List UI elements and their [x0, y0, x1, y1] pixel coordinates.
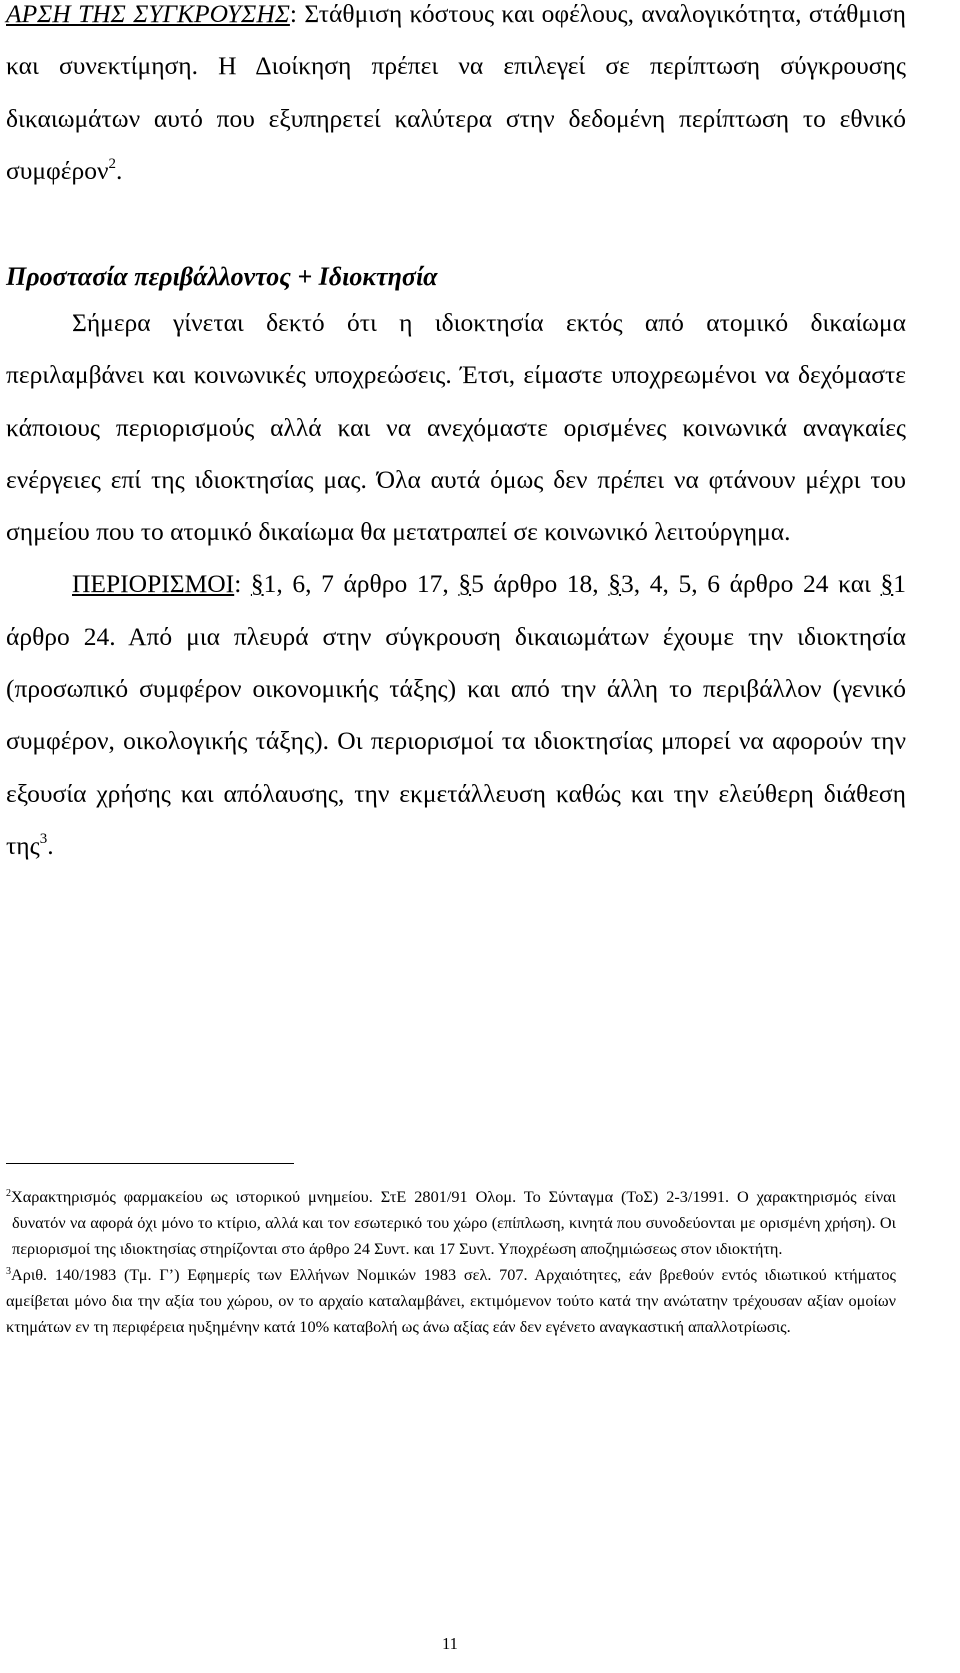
footnote-number: 2 — [6, 1188, 11, 1199]
paragraph-1-end: . — [115, 155, 123, 185]
body-paragraphs — [6, 297, 906, 872]
footnote-3 — [6, 1262, 896, 1340]
footnotes — [6, 1184, 896, 1341]
footnote-text: Αριθ. 140/1983 (Τμ. Γ’) Εφημερίς των Ελλήνων Νομικών 1983 σελ. 707. Αρχαιότητες, εάν βρεθούν εντός ιδιωτικού κτήματος αμείβεται μόνο δια την αξία του χώρου, ον το αρχαίο καταλαμβάνει, εκτιμόμενον τούτο κατά την ανώτατην τρέχουσαν αξίαν ομοίων κτημάτων εν τη περιφέρεια ηυξημένην κατά 10% καταβολή ως άνω αξίας εάν δεν εγένετο αναγκαστική απαλλοτρίωσις. — [6, 1265, 896, 1337]
footnote-ref-2: 2 — [108, 155, 116, 172]
footnote-divider — [6, 1163, 294, 1164]
restrictions-colon: : — [234, 569, 242, 599]
section-sign: § — [458, 569, 472, 599]
restriction-ref-4: 1 άρθρο 24. — [6, 569, 907, 651]
page-number: 11 — [442, 1634, 458, 1653]
footnote-ref-3: 3 — [39, 830, 48, 847]
conflict-resolution-label: ΑΡΣΗ ΤΗΣ ΣΥΓΚΡΟΥΣΗΣ — [6, 0, 290, 28]
paragraph-3-end: . — [47, 830, 54, 860]
restriction-ref-3: 3, 4, 5, 6 άρθρο 24 και — [621, 569, 871, 599]
section-heading: Προστασία περιβάλλοντος + Ιδιοκτησία — [6, 262, 438, 291]
restrictions-label: ΠΕΡΙΟΡΙΣΜΟΙ — [72, 569, 235, 599]
paragraph-3-text: Από μια πλευρά στην σύγκρουση δικαιωμάτων έχουμε την ιδιοκτησία (προσωπικό συμφέρον οικονομικής τάξης) και από την άλλη το περιβάλλον (γενικό συμφέρον, οικολογικής τάξης). Οι περιορισμοί τα ιδιοκτησίας μπορεί να αφορούν την εξουσία χρήσης και απόλαυσης, την εκμετάλλευση καθώς και την ελεύθερη διάθεση της — [6, 621, 907, 860]
paragraph-1-text: Στάθμιση κόστους και οφέλους, αναλογικότητα, στάθμιση και συνεκτίμηση. Η Διοίκηση πρέπει να επιλεγεί σε περίπτωση σύγκρουσης δικαιωμάτων αυτό που εξυπηρετεί καλύτερα στην δεδομένη περίπτωση το εθνικό συμφέρον — [6, 0, 907, 185]
footnote-number: 3 — [6, 1266, 11, 1278]
paragraph-conflict-resolution — [6, 0, 906, 197]
restriction-ref-2: 5 άρθρο 18, — [471, 569, 599, 599]
footnote-2 — [6, 1184, 896, 1262]
section-sign: § — [608, 569, 622, 599]
paragraph-2-text: Σήμερα γίνεται δεκτό ότι η ιδιοκτησία εκτός από ατομικό δικαίωμα περιλαμβάνει και κοινωνικές υποχρεώσεις. Έτσι, είμαστε υποχρεωμένοι να δεχόμαστε κάποιους περιορισμούς αλλά και να ανεχόμαστε ορισμένες κοινωνικά αναγκαίες ενέργειες επί της ιδιοκτησίας μας. Όλα αυτά όμως δεν πρέπει να φτάνουν μέχρι του σημείου που το ατομικό δικαίωμα θα μετατραπεί σε κοινωνικό λειτούργημα. — [6, 308, 906, 547]
conflict-resolution-colon: : — [289, 0, 297, 28]
footnote-text: Χαρακτηρισμός φαρμακείου ως ιστορικού μνημείου. ΣτΕ 2801/91 Ολομ. Το Σύνταγμα (ΤοΣ) 2-3/1991. Ο χαρακτηρισμός είναι δυνατόν να αφορά όχι μόνο το κτίριο, αλλά και τον εσωτερικό του χώρο (επίπλωση, κινητά που συνοδεύονται με ορισμένη χρήση). Οι περιορισμοί της ιδιοκτησίας στηρίζονται στο άρθρο 24 Συντ. και 17 Συντ. Υποχρέωση αποζημιώσεως στον ιδιοκτήτη. — [11, 1187, 896, 1259]
section-sign: § — [880, 569, 894, 599]
restriction-ref-1: 1, 6, 7 άρθρο 17, — [263, 569, 449, 599]
section-sign: § — [250, 569, 264, 599]
paragraph-restrictions — [6, 558, 906, 872]
paragraph-property-obligations — [6, 297, 906, 558]
